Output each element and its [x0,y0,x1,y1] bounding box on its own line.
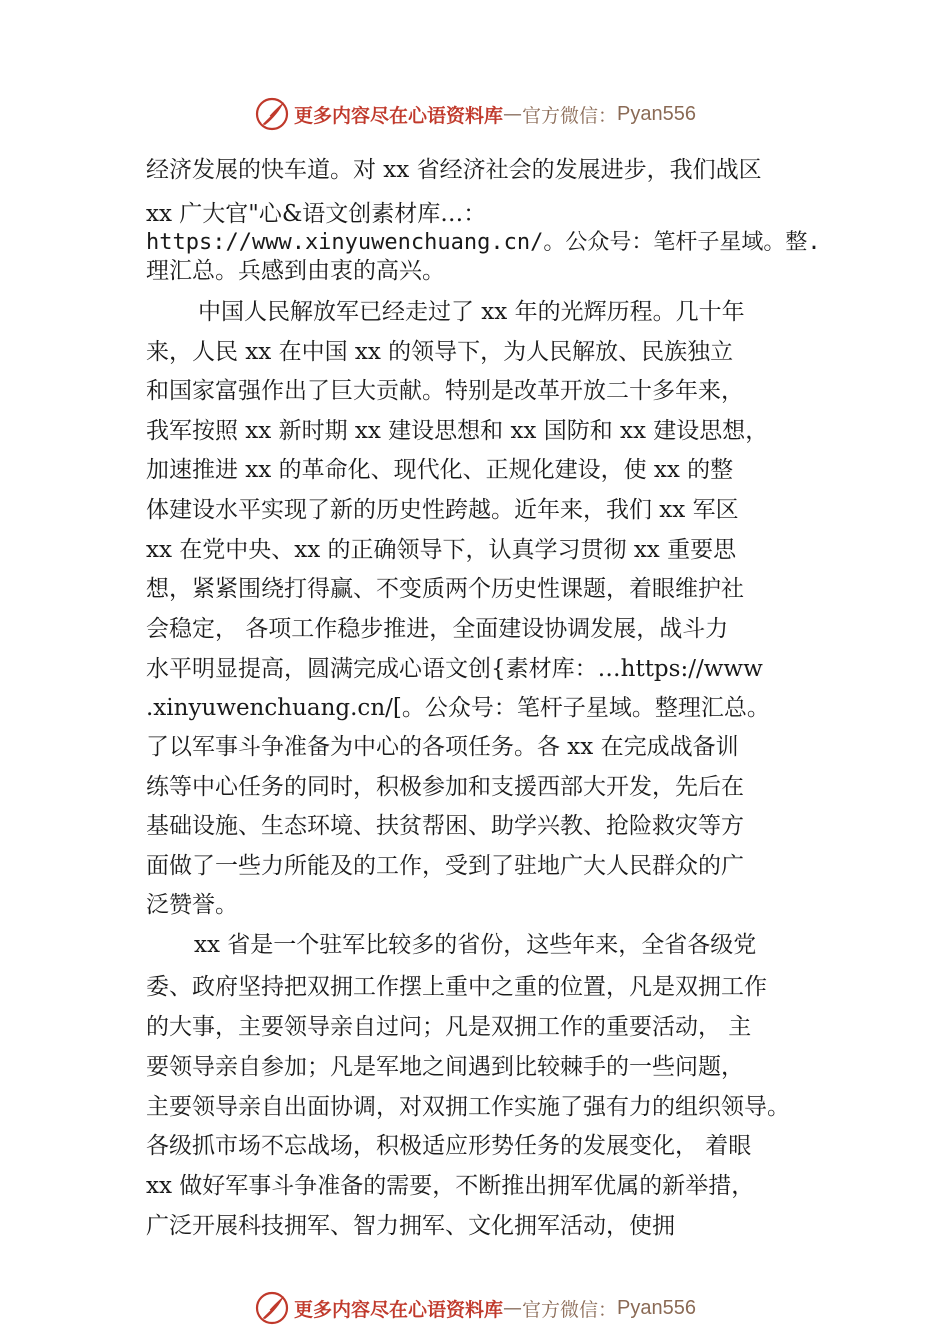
text-line: 来，人民 xx 在中国 xx 的领导下，为人民解放、民族独立 [146,339,734,365]
quill-logo-icon [254,1290,290,1326]
watermark-text: 更多内容尽在心语资料库 [294,1298,504,1321]
watermark-official-label: 官方微信： [522,104,618,127]
watermark-text: 更多内容尽在心语资料库 [294,104,504,127]
watermark-separator: — [503,1297,523,1319]
text-line: 练等中心任务的同时，积极参加和支援西部大开发，先后在 [146,774,744,800]
text-line: 广泛开展科技拥军、智力拥军、文化拥军活动，使拥 [146,1213,675,1239]
text-line: 和国家富强作出了巨大贡献。特别是改革开放二十多年来， [146,378,744,404]
watermark-separator: — [503,103,523,125]
watermark-wechat-id: Pyan556 [617,1296,696,1319]
text-line: 基础设施、生态环境、扶贫帮困、助学兴教、抢险救灾等方 [146,813,744,839]
footer-watermark [0,1288,950,1328]
text-line: 想，紧紧围绕打得赢、不变质两个历史性课题，着眼维护社 [146,576,744,602]
text-line: 了以军事斗争准备为中心的各项任务。各 xx 在完成战备训 [146,734,739,760]
text-line: .xinyuwenchuang.cn/[。公众号：笔杆子星域。整理汇总。 [146,695,770,721]
text-line: 水平明显提高，圆满完成心语文创{素材库：…https://www [146,656,763,682]
text-line: 经济发展的快车道。对 xx 省经济社会的发展进步，我们战区 [146,157,762,183]
text-line: 各级抓市场不忘战场，积极适应形势任务的发展变化， 着眼 [146,1133,752,1159]
text-line: 体建设水平实现了新的历史性跨越。近年来，我们 xx 军区 [146,497,739,523]
watermark-official-label: 官方微信： [522,1298,618,1321]
quill-logo-icon [254,96,290,132]
text-line: xx 省是一个驻军比较多的省份，这些年来，全省各级党 [194,932,757,958]
text-line: 要领导亲自参加；凡是军地之间遇到比较棘手的一些问题， [146,1054,744,1080]
text-line: 泛赞誉。 [146,892,238,918]
text-line: 主要领导亲自出面协调，对双拥工作实施了强有力的组织领导。 [146,1094,790,1120]
text-line: 面做了一些力所能及的工作，受到了驻地广大人民群众的广 [146,853,744,879]
text-line: xx 广大官"心&语文创素材库…： [146,201,487,227]
text-line: 我军按照 xx 新时期 xx 建设思想和 xx 国防和 xx 建设思想， [146,418,769,444]
text-line: 的大事，主要领导亲自过问；凡是双拥工作的重要活动， 主 [146,1014,752,1040]
text-line: 会稳定， 各项工作稳步推进，全面建设协调发展，战斗力 [146,616,729,642]
text-line: 加速推进 xx 的革命化、现代化、正规化建设，使 xx 的整 [146,457,734,483]
text-line: 理汇总。兵感到由衷的高兴。 [146,258,445,284]
watermark-wechat-id: Pyan556 [617,102,696,125]
header-watermark [0,94,950,134]
text-line: xx 做好军事斗争准备的需要，不断推出拥军优属的新举措， [146,1173,755,1199]
text-line: 委、政府坚持把双拥工作摆上重中之重的位置，凡是双拥工作 [146,974,767,1000]
text-line: xx 在党中央、xx 的正确领导下，认真学习贯彻 xx 重要思 [146,537,737,563]
text-line: https://www.xinyuwenchuang.cn/。公众号：笔杆子星域。整. [146,230,821,255]
text-line: 中国人民解放军已经走过了 xx 年的光辉历程。几十年 [198,299,745,325]
